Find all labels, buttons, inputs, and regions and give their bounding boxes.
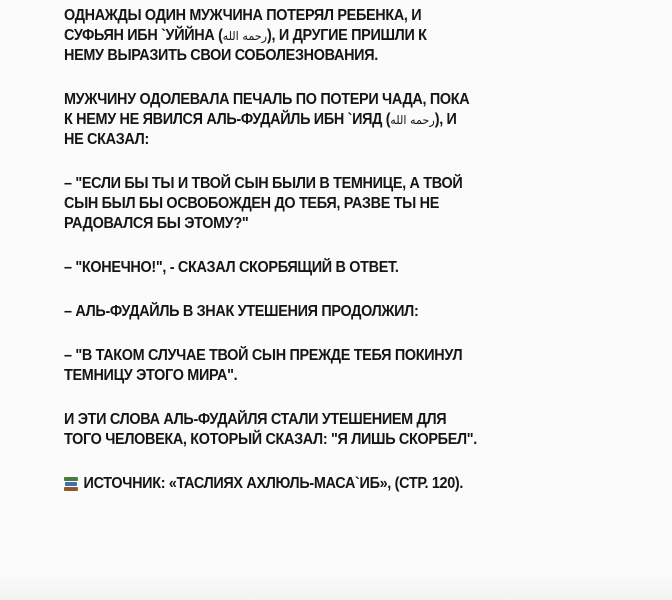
text-line: МУЖЧИНУ ОДОЛЕВАЛА ПЕЧАЛЬ ПО ПОТЕРИ ЧАДА, ПОКА [64, 91, 470, 108]
text-fragment: К НЕМУ НЕ ЯВИЛСЯ АЛЬ-ФУДАЙЛЬ ИБН `ИЯД ( [64, 111, 391, 128]
paragraph-grief [64, 90, 613, 150]
text-line: – "ЕСЛИ БЫ ТЫ И ТВОЙ СЫН БЫЛИ В ТЕМНИЦЕ, А ТВОЙ [64, 175, 463, 192]
arabic-honorific: رحمه الله [390, 113, 435, 127]
text-line: НЕМУ ВЫРАЗИТЬ СВОИ СОБОЛЕЗНОВАНИЯ. [64, 47, 378, 64]
text-line: И ЭТИ СЛОВА АЛЬ-ФУДАЙЛЯ СТАЛИ УТЕШЕНИЕМ ДЛЯ [64, 411, 447, 428]
text-line: – АЛЬ-ФУДАЙЛЬ В ЗНАК УТЕШЕНИЯ ПРОДОЛЖИЛ: [64, 303, 419, 320]
paragraph-answer [64, 258, 613, 278]
text-fragment: ), И [434, 111, 457, 128]
text-fragment: СУФЬЯН ИБН `УЙЙНА ( [64, 27, 223, 44]
paragraph-intro [64, 6, 613, 66]
text-line [64, 110, 613, 130]
source-citation [64, 474, 613, 494]
text-line [64, 26, 613, 46]
paragraph-consolation [64, 346, 613, 386]
source-text: ИСТОЧНИК: «ТАСЛИЯХ АХЛЮЛЬ-МАСА`ИБ», (СТР. 120). [83, 475, 464, 492]
text-line: СЫН БЫЛ БЫ ОСВОБОЖДЕН ДО ТЕБЯ, РАЗВЕ ТЫ НЕ [64, 195, 439, 212]
books-icon [64, 477, 78, 491]
paragraph-continued [64, 302, 613, 322]
text-line: ОДНАЖДЫ ОДИН МУЖЧИНА ПОТЕРЯЛ РЕБЕНКА, И [64, 7, 422, 24]
arabic-honorific: رحمه الله [222, 29, 268, 43]
text-fragment: ), И ДРУГИЕ ПРИШЛИ К [267, 27, 427, 44]
text-line: НЕ СКАЗАЛ: [64, 131, 149, 148]
text-line: РАДОВАЛСЯ БЫ ЭТОМУ?" [64, 215, 249, 232]
bottom-fade [0, 572, 672, 600]
paragraph-question [64, 174, 613, 234]
text-line: – "В ТАКОМ СЛУЧАЕ ТВОЙ СЫН ПРЕЖДЕ ТЕБЯ ПОКИНУЛ [64, 347, 463, 364]
paragraph-conclusion [64, 410, 613, 450]
text-line: ТЕМНИЦУ ЭТОГО МИРА". [64, 367, 238, 384]
text-line: ТОГО ЧЕЛОВЕКА, КОТОРЫЙ СКАЗАЛ: "Я ЛИШЬ СКОРБЕЛ". [64, 431, 477, 448]
text-line: – "КОНЕЧНО!", - СКАЗАЛ СКОРБЯЩИЙ В ОТВЕТ. [64, 259, 399, 276]
